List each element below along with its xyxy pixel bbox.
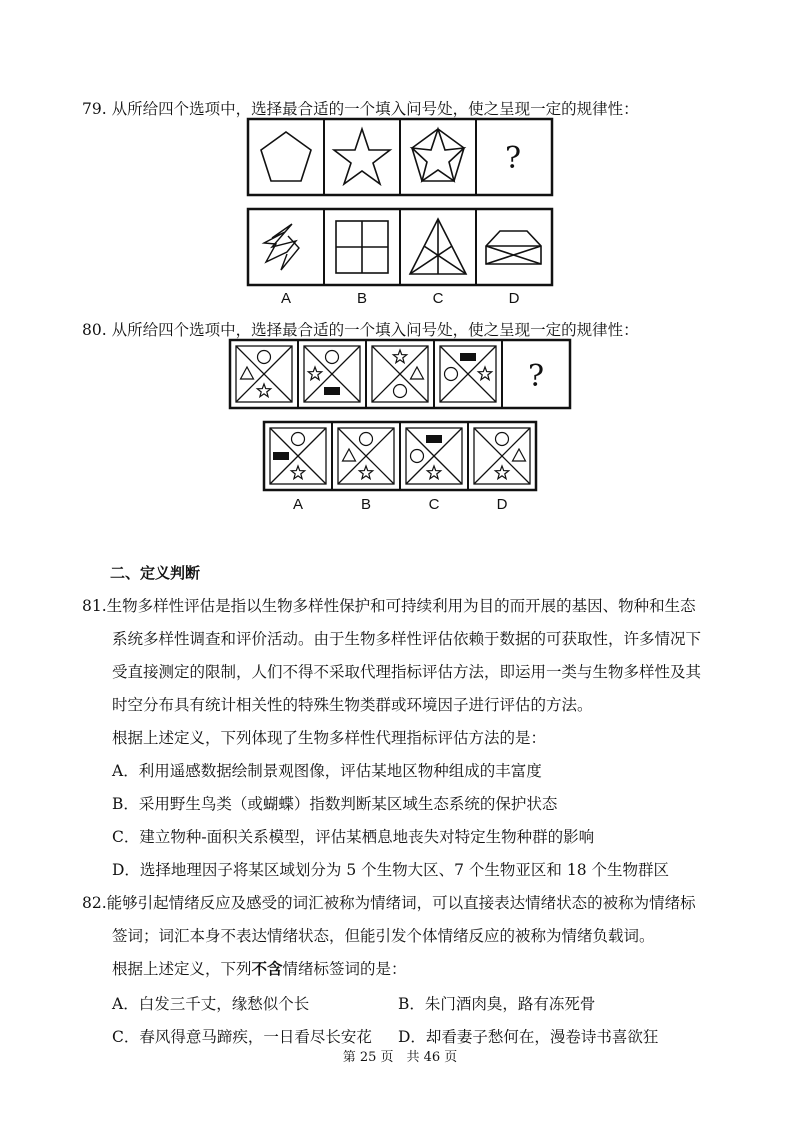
q80-prompt-text: 从所给四个选项中，选择最合适的一个填入问号处，使之呈现一定的规律性： [111,321,639,339]
q81-option-c: C．建立物种-面积关系模型，评估某栖息地丧失对特定生物种群的影响 [112,828,595,846]
option-a-zigzag-shape [264,224,296,262]
circle-shape [445,368,458,381]
circle-shape [394,385,407,398]
x-divided-cell [440,346,496,402]
circle-shape [258,351,271,364]
q79-options-row [248,209,552,285]
q80-option-label-a: A [292,496,304,513]
star-shape [427,466,440,479]
triangle-shape [411,367,424,379]
q80-question-mark: ? [527,359,545,394]
black-rectangle-shape [324,387,340,395]
black-rectangle-shape [460,353,476,361]
q81-line: 受直接测定的限制，人们不得不采取代理指标评估方法，即运用一类与生物多样性及其 [112,663,702,681]
circle-shape [411,450,424,463]
q79-option-label-a: A [280,290,292,307]
triangle-shape [241,367,254,379]
option-b-grid-shape [336,221,388,273]
q80-option-label-d: D [496,496,508,513]
q82-option-a: A．白发三千丈，缘愁似个长 [112,995,310,1013]
q82-question-post: 情绪标签词的是： [282,960,407,978]
star-shape [291,466,304,479]
q80-option-label-b: B [360,496,372,513]
q82-option-d: D．却看妻子愁何在，漫卷诗书喜欲狂 [398,1028,659,1046]
q81-line: 时空分布具有统计相关性的特殊生物类群或环境因子进行评估的方法。 [112,696,593,714]
circle-shape [496,433,509,446]
x-divided-cell [372,346,428,402]
triangle-shape [343,449,356,461]
page-footer: 第 25 页 共 46 页 [342,1050,458,1065]
q80-prompt [82,320,639,340]
x-divided-cell [304,346,360,402]
q82-option-c: C．春风得意马蹄疾，一日看尽长安花 [112,1028,372,1046]
q79-option-label-b: B [356,290,368,307]
circle-shape [360,433,373,446]
section-title: 二、定义判断 [110,564,201,582]
q79-prompt-text: 从所给四个选项中，选择最合适的一个填入问号处，使之呈现一定的规律性： [111,100,639,118]
q82-question-pre: 根据上述定义，下列 [112,960,252,978]
star-shape [334,129,390,184]
triangle-shape [513,449,526,461]
q82-question-keyword: 不含 [251,960,283,978]
q82-passage [82,887,722,986]
q82-question [82,953,722,986]
pentagon-star-shape [412,129,464,181]
pentagon-shape [261,132,311,181]
circle-shape [326,351,339,364]
q80-options-row [264,422,536,490]
q79-question-mark: ? [504,141,522,176]
q82-line: 能够引起情绪反应及感受的词汇被称为情绪词，可以直接表达情绪状态的被称为情绪标 [106,894,696,912]
q81-passage [82,590,722,887]
x-divided-cell [236,346,292,402]
q80-option-label-c: C [428,496,440,513]
q82-option-b: B．朱门酒肉臭，路有冻死骨 [398,995,596,1013]
q81-number: 81. [82,597,107,615]
star-shape [495,466,508,479]
black-rectangle-shape [273,452,289,460]
q81-option-b: B．采用野生鸟类（或蝴蝶）指数判断某区域生态系统的保护状态 [112,795,558,813]
x-divided-cell [474,428,530,484]
star-shape [478,367,491,380]
star-shape [393,350,406,363]
q81-option-d: D．选择地理因子将某区域划分为 5 个生物大区、7 个生物亚区和 18 个生物群区 [112,861,670,879]
q81-line: 系统多样性调查和评价活动。由于生物多样性评估依赖于数据的可获取性，许多情况下 [112,630,702,648]
q81-line: 生物多样性评估是指以生物多样性保护和可持续利用为目的而开展的基因、物种和生态 [106,597,696,615]
x-divided-cell [406,428,462,484]
q81-option-a: A．利用遥感数据绘制景观图像，评估某地区物种组成的丰富度 [112,762,542,780]
q80-number: 80. [82,321,107,339]
q82-number: 82. [82,894,107,912]
star-shape [359,466,372,479]
q81-question: 根据上述定义，下列体现了生物多样性代理指标评估方法的是： [112,729,547,747]
q79-option-label-d: D [508,290,520,307]
q82-line: 签词；词汇本身不表达情绪状态，但能引发个体情绪反应的被称为情绪负载词。 [112,927,655,945]
q79-option-label-c: C [432,290,444,307]
q79-number: 79. [82,100,107,118]
star-shape [308,367,321,380]
x-divided-cell [338,428,394,484]
option-d-envelope-shape [486,231,541,264]
x-divided-cell [270,428,326,484]
circle-shape [292,433,305,446]
black-rectangle-shape [426,435,442,443]
star-shape [257,384,270,397]
option-c-triangle-shape [410,219,466,274]
